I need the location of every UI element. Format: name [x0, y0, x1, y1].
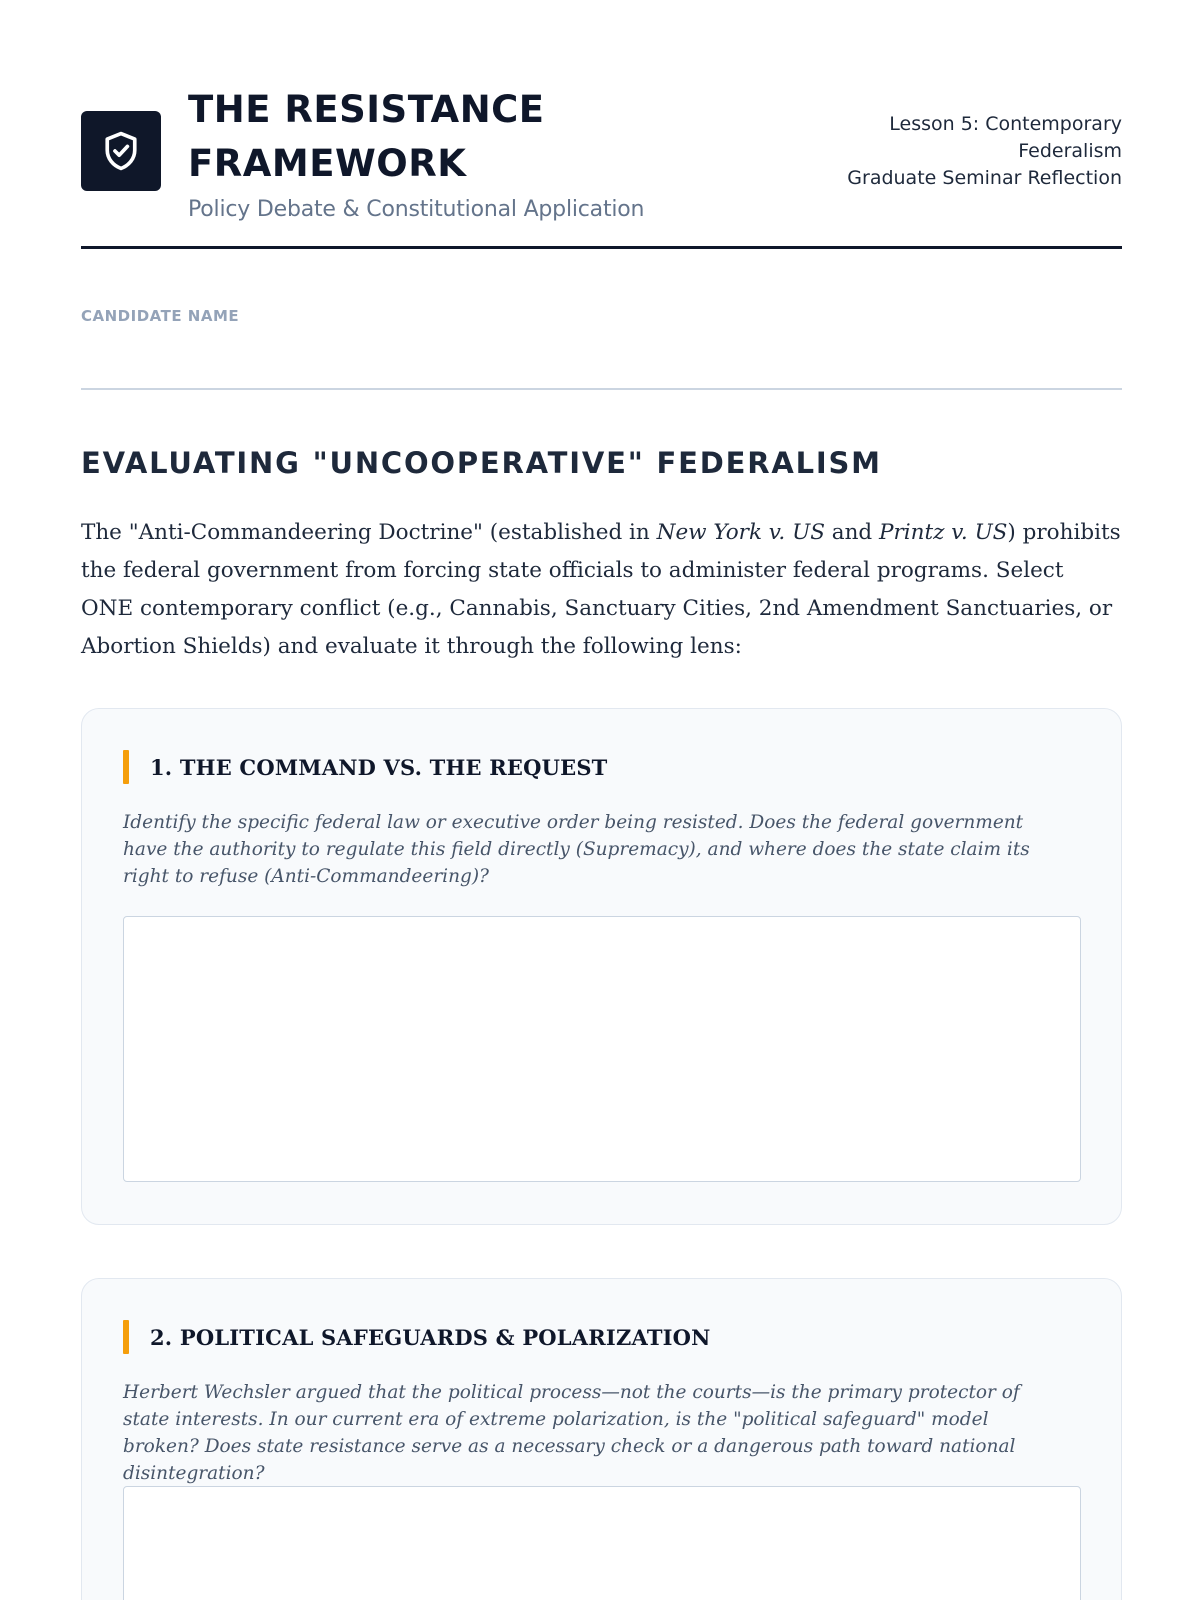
candidate-name-label: CANDIDATE NAME [81, 307, 240, 325]
question-title: 2. POLITICAL SAFEGUARDS & POLARIZATION [150, 1324, 711, 1350]
title-block [188, 80, 748, 222]
question-prompt: Identify the specific federal law or executive order being resisted. Does the federal government have the authority to regulate this field directly (Supremacy), and where does the state claim its right to refuse (Anti-Commandeering)? [123, 812, 1030, 887]
page-header [81, 80, 1122, 250]
question-prompt: Herbert Wechsler argued that the political process—not the courts—is the primary protector of state interests. In our current era of extreme polarization, is the "political safeguard" model broken? Does state resistance serve as a necessary check or a dangerous path toward national disintegration? [123, 1382, 1020, 1484]
section-intro [81, 514, 1122, 666]
page-subtitle: Policy Debate & Constitutional Application [188, 197, 645, 222]
question-title: 1. THE COMMAND VS. THE REQUEST [150, 754, 608, 780]
section-title: EVALUATING "UNCOOPERATIVE" FEDERALISM [81, 446, 882, 480]
page-title: THE RESISTANCE FRAMEWORK [188, 88, 545, 185]
shield-check-icon [99, 129, 143, 173]
lesson-line: Federalism [1018, 140, 1122, 162]
intro-text: The "Anti-Commandeering Doctrine" (established in [81, 520, 657, 545]
lesson-line: Lesson 5: Contemporary [889, 113, 1122, 135]
candidate-name-input[interactable] [81, 332, 1122, 390]
intro-text: ) prohibits the federal government from forcing state officials to administer federal programs. Select ONE contemporary conflict (e.g., Cannabis, Sanctuary Cities, 2nd Amendment Sanctuaries, or Abortion Shields) and evaluate it through the following lens: [81, 520, 1121, 659]
case-citation: New York v. US [656, 520, 825, 545]
case-citation: Printz v. US [879, 520, 1008, 545]
header-divider [81, 246, 1122, 249]
answer-textarea[interactable] [123, 1486, 1081, 1600]
lesson-line: Graduate Seminar Reflection [847, 167, 1122, 189]
lesson-info [847, 111, 1122, 192]
answer-textarea[interactable] [123, 916, 1081, 1182]
question-card [81, 1278, 1122, 1600]
logo [81, 111, 161, 191]
accent-bar [123, 1320, 129, 1354]
accent-bar [123, 750, 129, 784]
question-card [81, 708, 1122, 1225]
question-header [123, 750, 608, 784]
intro-text: and [824, 520, 880, 545]
question-header [123, 1320, 711, 1354]
